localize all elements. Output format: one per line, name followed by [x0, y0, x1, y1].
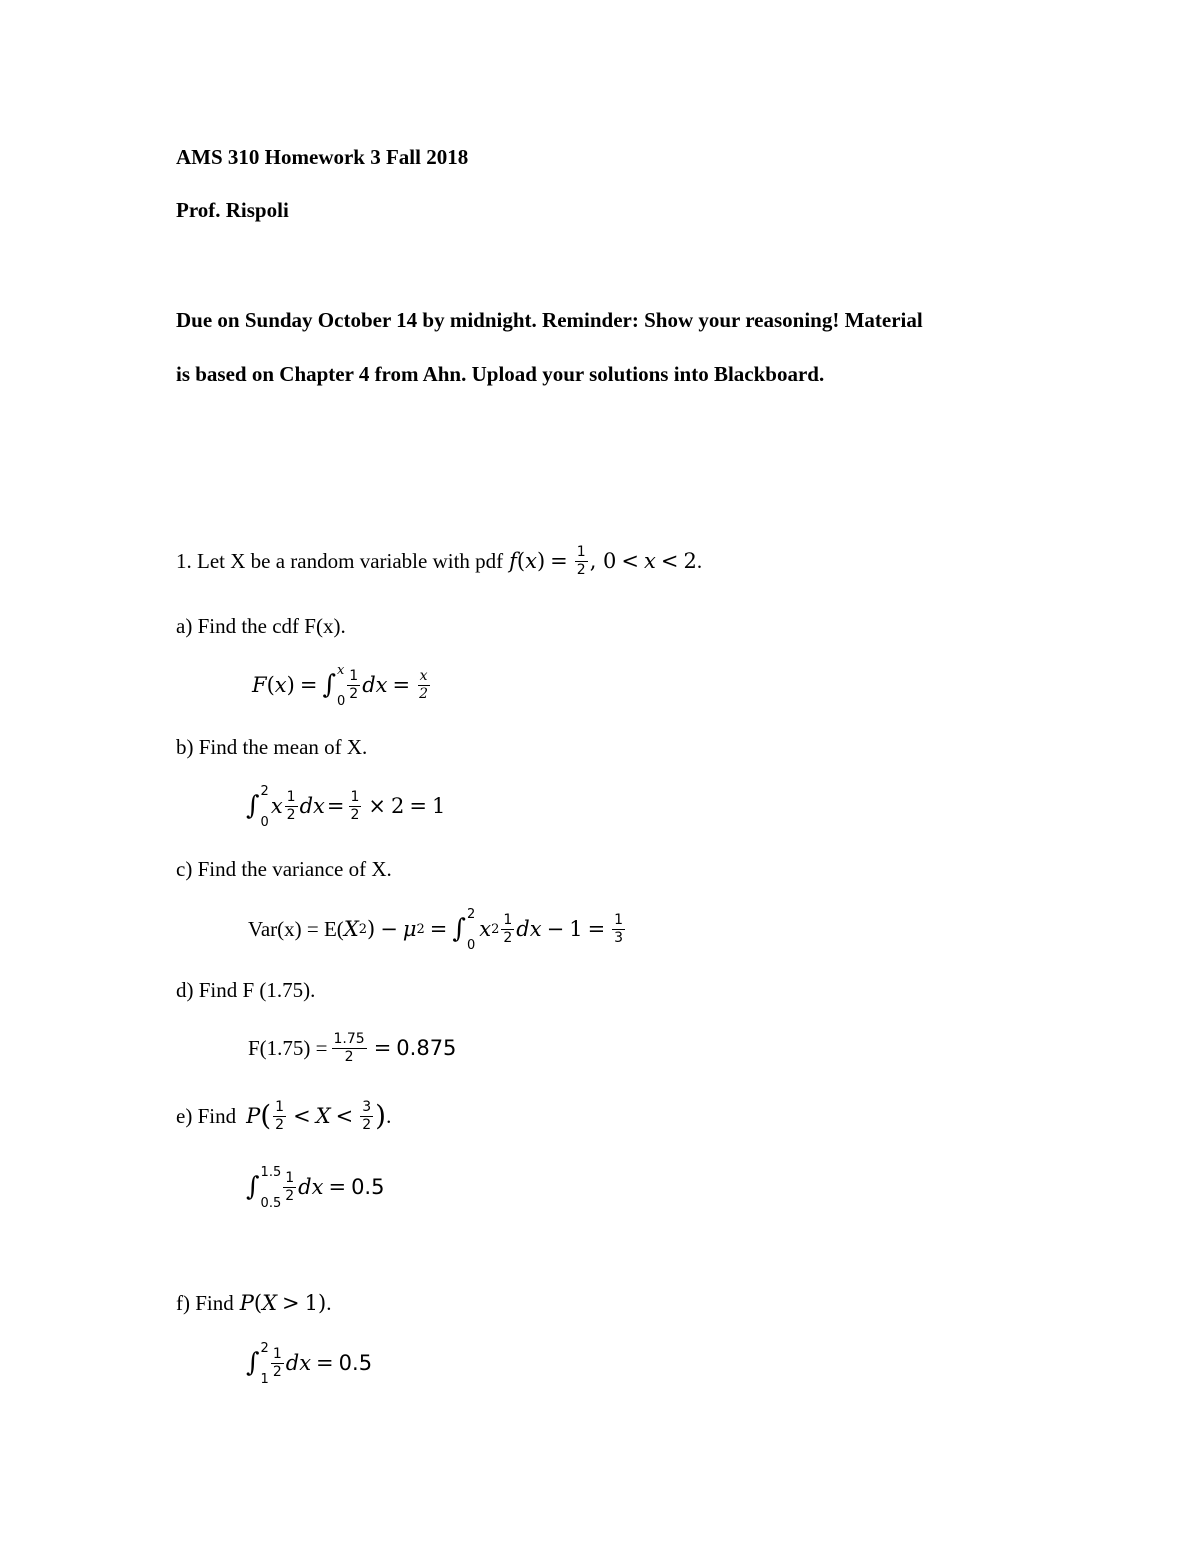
part-f-prompt: f) Find P ( X > 1 ) .	[176, 1291, 332, 1315]
fraction-denominator: 2	[344, 1048, 354, 1065]
part-a-prompt: a) Find the cdf F(x).	[176, 614, 346, 638]
part-e-label: e) Find	[176, 1103, 237, 1128]
upper-limit: 1.5	[260, 1165, 282, 1180]
f-of-175-lhs: F(1.75) =	[248, 1035, 328, 1060]
part-f-result: 0.5	[338, 1350, 373, 1375]
part-e-solution: ∫ 1.5 0.5 $\frac{1}{2}$ dx = 0.5	[246, 1165, 385, 1211]
integral-symbol: ∫ x 0	[322, 663, 346, 709]
part-d-prompt: d) Find F (1.75).	[176, 978, 316, 1002]
instructions-line-2: is based on Chapter 4 from Ahn. Upload your solutions into Blackboard.	[176, 362, 825, 386]
problem-1-statement: 1. Let X be a random variable with pdf f ( x ) = $\frac{1}{2}$ , 0 < x < 2 .	[176, 544, 703, 578]
problem-1-intro: 1. Let X be a random variable with pdf	[176, 548, 504, 573]
instructions-line-1: Due on Sunday October 14 by midnight. Reminder: Show your reasoning! Material	[176, 308, 923, 332]
part-d-result: 0.875	[396, 1035, 457, 1060]
part-a-solution: F ( x ) = ∫ x 0 $\frac{1}{2}$ dx = $\frac{x}{2}$	[252, 663, 429, 709]
part-c-prompt: c) Find the variance of X.	[176, 857, 392, 881]
part-b-solution: ∫ 2 0 x $\frac{1}{2}$ dx = $\frac{1}{2}$ × 2 = 1	[246, 784, 446, 830]
part-b-prompt: b) Find the mean of X.	[176, 735, 368, 759]
part-e-prompt: e) Find P ( $\frac{1}{2}$ < X < $\frac{3}{2}$ ) .	[176, 1099, 392, 1133]
homework-title: AMS 310 Homework 3 Fall 2018	[176, 145, 469, 169]
statement-period: .	[696, 548, 703, 573]
upper-limit: 2	[260, 1341, 269, 1356]
pdf-fraction: $\frac{1}{2}$	[576, 544, 586, 578]
professor-name: Prof. Rispoli	[176, 198, 289, 222]
part-f-solution: ∫ 2 1 $\frac{1}{2}$ dx = 0.5	[246, 1341, 373, 1387]
integral-symbol: ∫ 1.5 0.5	[246, 1165, 282, 1211]
part-c-solution: Var(x) = E( X 2 ) − μ 2 = ∫ 2 0 x 2 $\frac{1}{2}$ dx − 1 = $\frac{1}{3}$	[248, 907, 624, 953]
integral-symbol: ∫ 2 0	[246, 784, 269, 830]
fraction-numerator: 1.75	[333, 1031, 365, 1047]
integral-symbol: ∫ 2 1	[246, 1341, 269, 1387]
part-d-solution: F(1.75) = $\frac{1.75}{2}$ = 0.875	[248, 1031, 457, 1065]
lower-limit: 0.5	[260, 1196, 282, 1211]
integral-symbol: ∫ 2 0	[452, 907, 476, 953]
part-f-label: f) Find	[176, 1291, 234, 1315]
part-e-result: 0.5	[351, 1174, 385, 1199]
variance-lhs: Var(x) = E(	[248, 916, 344, 941]
lower-limit: 1	[260, 1372, 269, 1387]
